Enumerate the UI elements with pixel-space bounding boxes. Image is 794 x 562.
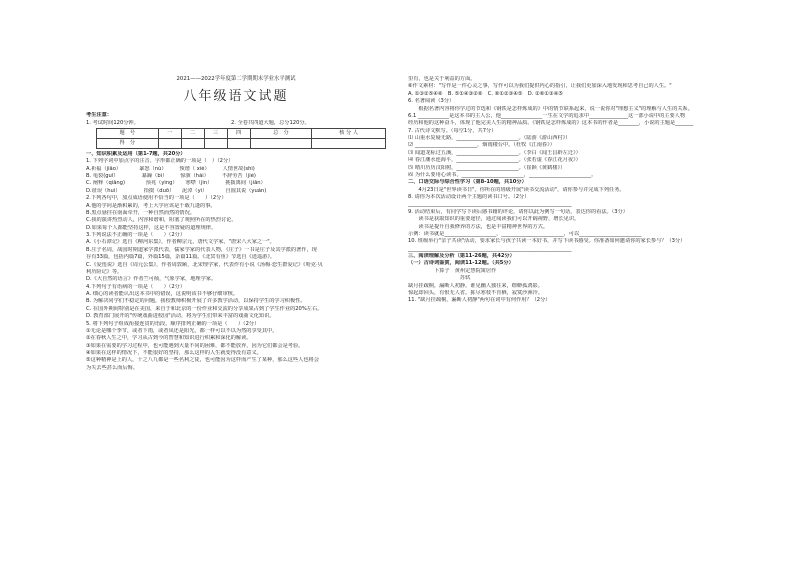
question-line: B. 龟裂(guī） 暴躁（bì） 惊骇（hài） 不辞劳苦（jié) [86, 173, 256, 179]
question-line: A. 细心的读者能认出这本书中的错误，这说明该书不够仔细审核。 [86, 291, 239, 297]
score-table-header-row [97, 128, 386, 138]
question-line: （一）古诗词鉴赏，阅读11-12题。（共5分） [408, 260, 514, 267]
question-line: D. 教育部门展开的"传统戏曲进校园"活动，将为学生们带来丰富的戏曲文化知识。 [86, 313, 275, 320]
question-line: ⑶ 闻道龙标过五溪，________________________。（李白《闻王昌龄左迁》） [408, 149, 581, 156]
score-input-cell[interactable] [204, 138, 227, 148]
question-line: 为失去些甚么而后悔。 [86, 364, 138, 371]
score-input-cell[interactable] [250, 138, 312, 148]
notice-item: 1. 考试时间120分钟。 [86, 119, 139, 126]
question-line: C. 阐释（qiǎng) 预兆（yìng） 寒噤（jìn） 挑拨离间（jiān） [86, 180, 266, 187]
left-column [86, 0, 386, 372]
question-line: 3.下列说法不正确的一项是（ ）（2分） [86, 232, 186, 238]
question-line: 惊起却回头，有恨无人省。拣尽寒枝不肯栖，寂寞沙洲冷。 [408, 289, 543, 296]
exam-header: 2021——2022学年度第二学期期末学业水平测试 [176, 76, 296, 82]
score-table-score-row [97, 138, 386, 148]
exam-title: 八年级语文试题 [183, 88, 289, 104]
score-cell: 三 [204, 128, 227, 138]
question-line: 利历险记》等。 [86, 268, 123, 275]
question-line: 5. 将下列句子组成衔接连贯的语段，顺序排列正确的一项是（ ）（2分） [86, 320, 260, 327]
question-line: 里有，也是关于利益的方面。 [408, 76, 476, 82]
question-line: A.祈福（jiǎo） 暴怒（nù） 恢谐（ xié） 人情世故(shì) [86, 165, 255, 172]
score-cell: 一 [158, 128, 181, 138]
question-line: D.诳误（huì） 拾掇（duō） 泥淖（yì） 自圆其说（yuán) [86, 187, 267, 194]
question-line: 卜算子 黄州定慧院寓居作 [408, 267, 497, 274]
question-line: 2.下列各句中，加点成语使用不恰当的一项是（ ）（2分） [86, 195, 227, 202]
question-line: A. ①③②⑤④⑥ B. ⑤①④③②⑥ C. ⑥①②③④⑤ D. ②⑥①③④⑤ [408, 90, 563, 97]
question-line: B.黑点悬挂在南面牵开，一种自然而然的情况。 [86, 209, 195, 216]
question-line: ⑹ 为什么要用心读书，________________________，________________________。 [408, 171, 597, 178]
question-line: 8. 请你为本次活动设计两个主题的读书口号。（2分） [408, 194, 530, 200]
question-line: 读书是获取知识的重要途径，通过阅读我们可以开阔视野，增长见识。 [408, 216, 580, 223]
question-line: 苏轼 [408, 275, 471, 282]
question-line: ④如果在这样的情况下，不能很好的坚持，那么这样的人生就变得没有意义。 [86, 350, 262, 356]
question-line: 4.下列句子有语病的一项是（ ）（2分） [86, 283, 186, 290]
question-line: 11. "缺月挂疏桐，漏断人初静"两句在词中有何作用？（2分） [408, 297, 551, 304]
question-line: ⑷ 春江潮水连海平，________________________。（张若虚《春江花月夜》） [408, 157, 581, 164]
question-line: 9. 活动结束后，有同学写下读后感书籍的评论，请你以此为例写一句话，表达你的看法。（3分） [408, 208, 628, 215]
question-line: ⑸ 晴川历历汉阳树，________________________。（崔颢《黄鹤楼》） [408, 164, 566, 171]
question-line: 4月23日是"世界读书日"，你所在的班级开展"读书交流活动"，请你参与并完成下列任务。 [408, 186, 625, 193]
question-line: C. 在国外期间特别是在美国，来自于和北京的一份作业和交流的分享成果占到了学生作业的20%左右。 [86, 305, 323, 312]
score-input-cell[interactable] [227, 138, 250, 148]
question-line: ⑤这种精神是上的人，十之八九都是一些名利之徒，也可能因为这样而产生了某种，那么这些人也将会 [86, 357, 319, 364]
score-input-cell[interactable] [158, 138, 181, 148]
score-cell: 二 [181, 128, 204, 138]
question-line: 缺月挂疏桐，漏断人初静。谁见幽人独往来，缥缈孤鸿影。 [408, 282, 543, 289]
question-line: D.《大自然的语言》作者竺可桢，气象学家，地理学家。 [86, 276, 217, 283]
notice-row [86, 120, 386, 127]
question-line: ⑴ 山重水复疑无路，________________________。（陆游《游山西村》） [408, 135, 571, 141]
score-cell: 核 分 人 [312, 128, 386, 138]
right-question-list [408, 76, 708, 305]
question-line: A.他的学问是渐积累的，考上大学应该是千载九逢的事。 [86, 202, 216, 209]
score-table [96, 128, 386, 149]
question-line: 经历和他的这种奋斗，体现了他完美人生的精神品质。《钢铁是怎样炼成的》这本书的作者是________，小说的主题是_______ [408, 120, 694, 127]
question-line: 10. 班级举行"亲子共读"活动，要求家长与孩子共读一本好书，并写下读书感受。你准备如何邀请你的家长参与？（3分） [408, 238, 686, 245]
question-line: 6.1 ____________是这本书的主人公，他________________一生在文学的追求中_______________这一部小说中的主要人物 [408, 112, 686, 119]
question-line: 存有33篇，包括内篇7篇，外篇15篇，杂篇11篇。《北冥有鱼》节选自《逍遥游》。 [86, 254, 276, 261]
question-line: ①无论是哪个季节，或者下雨，或者凤还是阳光，都一样可以不以为然的享受其中。 [86, 327, 278, 334]
question-line: C.《爱莲说》选自《周元公集》，作者周敦颐，北宋理学家，代表作有小说《汤梅·恋生群爱记》《哈克·贝 [86, 261, 323, 268]
question-line: ③如果在需要的学习过程中，也可能遇到大量不同的困难，都不能放弃，因为它们都会是考验。 [86, 342, 304, 349]
question-line: 示例：读书就是____________________，________________________，可以________________________ [408, 230, 642, 237]
notice-title: 考生注意： [86, 112, 112, 119]
left-question-list [86, 151, 386, 372]
score-cell: 题 号 [97, 128, 159, 138]
question-line: 一、知识积累及运用（第1-7题，共20分） [86, 150, 186, 157]
score-cell: 总 分 [250, 128, 312, 138]
question-line: 根据名著内容将你学过的节选和《钢铁是怎样炼成的》中的情节联系起来，说一说你对"理想主义"的理解与人生的关系。 [408, 105, 693, 112]
question-line: _______________________________________________________________ [408, 245, 572, 252]
right-column [408, 76, 708, 305]
question-line: 6. 名著阅读（3分） [408, 98, 455, 105]
question-line: A.《小石潭记》选自《柳河东集》，作者柳宗元，唐代文学家，"唐宋八大家之一"。 [86, 239, 275, 246]
score-input-cell[interactable] [181, 138, 204, 148]
question-line: 1. 下列字词中加点字的注音、字形都正确的一项是（ ）（2分） [86, 158, 234, 165]
question-line: B. 为解决同学们不稳定的问题，我校教师积极开展了许多教学活动，以保持学生的学习积极性。 [86, 298, 306, 305]
question-line: 三、阅读理解及分析（第11-26题，共42分） [408, 253, 515, 259]
question-line: ⑵ ________________________，烟雨楼台中。（杜牧《江南春》） [408, 142, 555, 149]
question-line: ②在春秋人生之中，学习从古到今的智慧和知识进行积累和深化的解读。 [86, 335, 252, 342]
score-cell: 四 [227, 128, 250, 138]
question-line: D.如果每个人都能坚持这样，这是不容置疑的道理规律。 [86, 224, 217, 231]
score-cell: 得 分 [97, 138, 159, 148]
question-line: _______________________________________________________________ [408, 201, 572, 208]
question-line: B.庄子名周，战国时期道家学派代表，儒家学家的代表人物，《庄子》一书是庄子及其学派的著作，现 [86, 246, 317, 253]
question-line: C.我的演讲热烈动人，内容和谐和，阻塞了观照所在的热烈讨论。 [86, 217, 237, 224]
question-line: ⑥作文素材："写作是一件心灵之事，写作可以为我们提供内心的指引，让我们更加深入地发现和思考自己的人生。" [408, 83, 672, 90]
question-line: 读书是提升自我修养的方法，也是丰富精神世界的方式。 [408, 223, 549, 230]
question-line: 7. 古代诗文默写。（每空1分，共7分） [408, 127, 497, 134]
notice-item: 2. 全卷共四道大题，总分120分。 [231, 119, 310, 126]
question-line: 二、口语交际与综合性学习（第8-10题，共10分） [408, 179, 527, 186]
score-input-cell[interactable] [312, 138, 386, 148]
